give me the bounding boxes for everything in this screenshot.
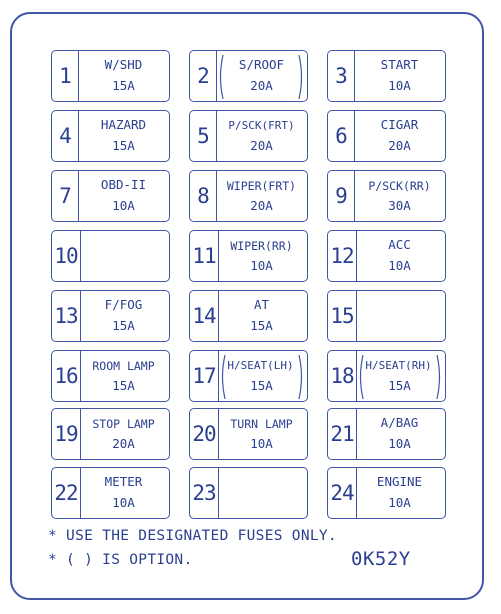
fuse-14	[189, 290, 308, 342]
fuse-number: 1	[52, 51, 79, 101]
fuse-17	[189, 350, 308, 402]
fuse-16	[51, 350, 170, 402]
fuse-number: 18	[328, 351, 357, 401]
fuse-rating: 20A	[250, 138, 273, 153]
fuse-rating: 10A	[112, 198, 135, 213]
fuse-number: 17	[190, 351, 219, 401]
fuse-label: W/SHD	[104, 57, 143, 72]
fuse-label: A/BAG	[380, 415, 419, 430]
panel-code: 0K52Y	[351, 548, 411, 570]
fuse-18	[327, 350, 446, 402]
fuse-rating: 20A	[250, 78, 273, 93]
fuse-label: CIGAR	[380, 117, 419, 132]
fuse-22	[51, 467, 170, 519]
fuse-21	[327, 408, 446, 460]
fuse-number: 2	[190, 51, 217, 101]
fuse-number: 23	[190, 468, 219, 518]
fuse-number: 16	[52, 351, 81, 401]
fuse-rating: 15A	[112, 78, 135, 93]
fuse-label: P/SCK(FRT)	[228, 119, 295, 132]
fuse-rating: 15A	[388, 378, 411, 393]
fuse-rating: 20A	[112, 436, 135, 451]
fuse-label: TURN LAMP	[230, 417, 293, 431]
fuse-label: ENGINE	[376, 474, 423, 489]
fuse-number: 14	[190, 291, 219, 341]
fuse-label: F/FOG	[104, 297, 143, 312]
fuse-number: 5	[190, 111, 217, 161]
fuse-label: WIPER(FRT)	[226, 179, 297, 193]
fuse-rating: 10A	[388, 258, 411, 273]
fuse-1	[51, 50, 170, 102]
fuse-number: 13	[52, 291, 81, 341]
fuse-rating: 20A	[250, 198, 273, 213]
fuse-number: 15	[328, 291, 357, 341]
fuse-rating: 10A	[388, 78, 411, 93]
fuse-label: ACC	[388, 237, 411, 252]
note-option: * ( ) IS OPTION.	[48, 552, 193, 568]
fuse-number: 10	[52, 231, 81, 281]
fuse-number: 6	[328, 111, 355, 161]
fuse-rating: 15A	[112, 138, 135, 153]
fuse-number: 9	[328, 171, 355, 221]
fuse-rating: 15A	[250, 378, 273, 393]
fuse-10	[51, 230, 170, 282]
fuse-13	[51, 290, 170, 342]
fuse-label: AT	[253, 297, 270, 312]
fuse-5	[189, 110, 308, 162]
fuse-2	[189, 50, 308, 102]
fuse-rating: 10A	[250, 436, 273, 451]
fuse-number: 4	[52, 111, 79, 161]
fuse-23	[189, 467, 308, 519]
fuse-label: STOP LAMP	[92, 417, 155, 431]
fuse-label: START	[380, 57, 419, 72]
fuse-label: S/ROOF	[238, 57, 285, 72]
fuse-number: 21	[328, 409, 357, 459]
fuse-rating: 30A	[388, 198, 411, 213]
fuse-4	[51, 110, 170, 162]
fuse-label: ROOM LAMP	[92, 359, 155, 373]
fuse-number: 22	[52, 468, 81, 518]
fuse-number: 12	[328, 231, 357, 281]
fuse-20	[189, 408, 308, 460]
fuse-15	[327, 290, 446, 342]
note-designated-fuses: * USE THE DESIGNATED FUSES ONLY.	[48, 528, 337, 544]
fuse-number: 24	[328, 468, 357, 518]
fuse-11	[189, 230, 308, 282]
fuse-label: H/SEAT(RH)	[365, 359, 432, 372]
fuse-6	[327, 110, 446, 162]
fuse-8	[189, 170, 308, 222]
fuse-rating: 20A	[388, 138, 411, 153]
fuse-number: 11	[190, 231, 219, 281]
fuse-label: WIPER(RR)	[230, 239, 293, 253]
fuse-9	[327, 170, 446, 222]
fuse-24	[327, 467, 446, 519]
fuse-label: METER	[104, 474, 143, 489]
fuse-rating: 10A	[388, 436, 411, 451]
fuse-number: 8	[190, 171, 217, 221]
fuse-label: OBD-II	[100, 177, 147, 192]
fuse-number: 3	[328, 51, 355, 101]
fuse-rating: 10A	[112, 495, 135, 510]
fuse-number: 20	[190, 409, 219, 459]
fuse-rating: 10A	[388, 495, 411, 510]
fuse-number: 19	[52, 409, 81, 459]
fuse-label: HAZARD	[100, 117, 147, 132]
fuse-19	[51, 408, 170, 460]
fuse-rating: 15A	[250, 318, 273, 333]
fuse-7	[51, 170, 170, 222]
fuse-label: P/SCK(RR)	[368, 179, 431, 193]
fuse-rating: 15A	[112, 378, 135, 393]
fuse-rating: 15A	[112, 318, 135, 333]
fuse-label: H/SEAT(LH)	[227, 359, 294, 372]
fuse-3	[327, 50, 446, 102]
fuse-number: 7	[52, 171, 79, 221]
fuse-rating: 10A	[250, 258, 273, 273]
fuse-12	[327, 230, 446, 282]
